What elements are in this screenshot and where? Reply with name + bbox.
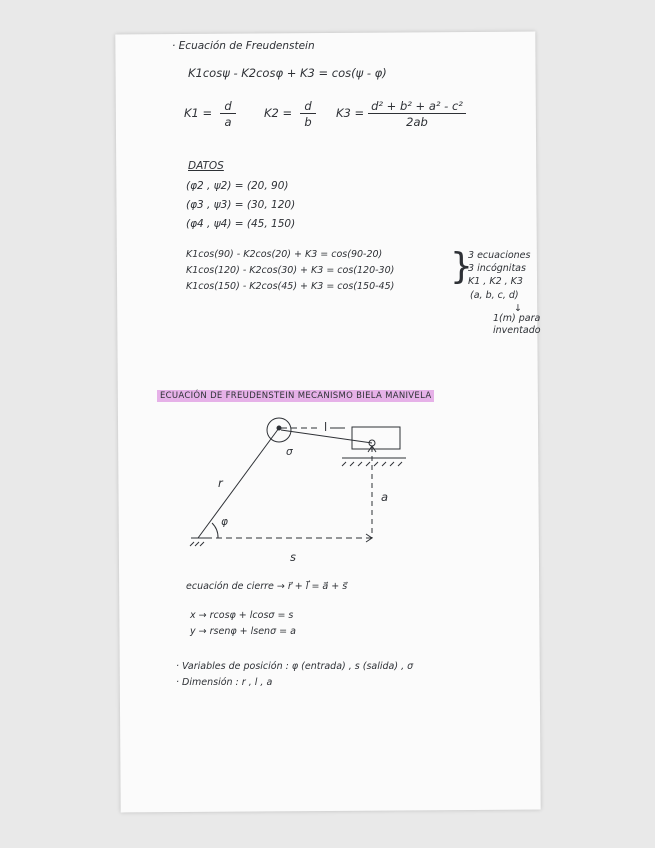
k3-denominator: 2ab bbox=[406, 115, 428, 129]
label-phi: φ bbox=[221, 516, 228, 528]
label-theta: σ bbox=[286, 446, 293, 458]
system-note: (a, b, c, d) bbox=[470, 290, 519, 301]
bullet-dimension: · Dimensión : r , l , a bbox=[176, 677, 273, 688]
system-equation: K1cos(120) - K2cos(30) + K3 = cos(120-30) bbox=[186, 265, 395, 276]
label-l: l bbox=[324, 420, 328, 434]
datos-row: (φ2 , ψ2) = (20, 90) bbox=[186, 180, 289, 192]
label-s: s bbox=[290, 550, 296, 564]
system-equation: K1cos(90) - K2cos(20) + K3 = cos(90-20) bbox=[186, 249, 383, 260]
x-component-equation: x → rcosφ + lcosσ = s bbox=[190, 610, 294, 621]
label-a: a bbox=[381, 490, 389, 504]
system-note: K1 , K2 , K3 bbox=[468, 276, 523, 287]
k3-numerator: d² + b² + a² - c² bbox=[368, 99, 466, 114]
datos-heading: DATOS bbox=[188, 160, 224, 172]
system-equation: K1cos(150) - K2cos(45) + K3 = cos(150-45) bbox=[186, 281, 395, 292]
k1-denominator: a bbox=[224, 115, 232, 129]
label-r: r bbox=[218, 476, 223, 490]
k1-numerator: d bbox=[220, 99, 236, 114]
datos-row: (φ3 , ψ3) = (30, 120) bbox=[186, 199, 296, 211]
k2-numerator: d bbox=[300, 99, 316, 114]
system-note: inventado bbox=[493, 325, 541, 336]
system-note: 3 ecuaciones bbox=[468, 250, 531, 261]
down-arrow: ↓ bbox=[514, 303, 522, 314]
freudenstein-equation: K1cosψ - K2cosφ + K3 = cos(ψ - φ) bbox=[188, 66, 387, 80]
k2-denominator: b bbox=[304, 115, 312, 129]
system-note: 1(m) para bbox=[493, 313, 541, 324]
section-title-highlighted: ECUACIÓN DE FREUDENSTEIN MECANISMO BIELA MANIVELA bbox=[157, 390, 434, 402]
bullet-variables: · Variables de posición : φ (entrada) , s (salida) , σ bbox=[176, 661, 414, 672]
system-brace: } bbox=[450, 246, 473, 287]
datos-row: (φ4 , ψ4) = (45, 150) bbox=[186, 218, 296, 230]
k1-label: K1 = bbox=[184, 106, 213, 120]
closure-equation: ecuación de cierre → r⃗ + l⃗ = a⃗ + s⃗ bbox=[186, 581, 348, 592]
y-component-equation: y → rsenφ + lsenσ = a bbox=[190, 626, 296, 637]
system-note: 3 incógnitas bbox=[468, 263, 526, 274]
k3-label: K3 = bbox=[336, 106, 365, 120]
section-title-freudenstein: · Ecuación de Freudenstein bbox=[172, 40, 315, 52]
k2-label: K2 = bbox=[264, 106, 293, 120]
